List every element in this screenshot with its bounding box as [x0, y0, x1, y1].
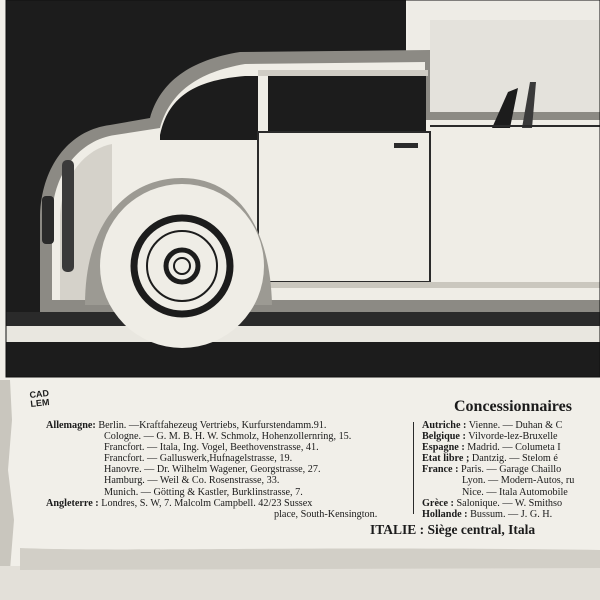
dealer-text: Paris. — Garage Chaillo — [458, 464, 562, 476]
dealer-text: Vilvorde-lez-Bruxelle — [465, 431, 558, 443]
road-shadow — [6, 342, 600, 377]
artist-signature — [29, 389, 50, 409]
dealer-entry — [422, 442, 600, 453]
dealer-text: Hamburg. — Weil & Co. Rosenstrasse, 33. — [104, 475, 280, 487]
dealer-entry — [422, 420, 600, 431]
ground-highlight — [6, 326, 600, 342]
country-label: Etat libre ; — [422, 453, 470, 465]
dealers-left-column — [46, 420, 410, 520]
column-divider — [413, 422, 414, 514]
dealer-entry — [422, 431, 600, 442]
dealer-text: Madrid. — Columeta I — [464, 442, 561, 454]
concessionnaires-panel — [22, 386, 600, 548]
dealer-entry — [46, 420, 410, 431]
bumper — [42, 196, 54, 244]
dealer-text: Francfort. — Itala, Ing. Vogel, Beethovenstrasse, 41. — [104, 442, 319, 454]
dealer-entry — [46, 498, 410, 509]
dealer-entry — [422, 475, 600, 486]
signature-line-2: LEM — [29, 397, 50, 409]
dealer-entry — [422, 498, 600, 509]
dealer-entry — [46, 431, 410, 442]
dealer-entry — [46, 487, 410, 498]
dealer-text: Munich. — Götting & Kastler, Burklinstrasse, 7. — [104, 486, 303, 498]
dealer-text: Cologne. — G. M. B. H. W. Schmolz, Hohenzollernring, 15. — [104, 431, 352, 443]
dealer-text: Salonique. — W. Smithso — [453, 497, 563, 509]
country-label: Grèce : — [422, 497, 454, 509]
dealer-text: Francfort. — Galluswerk,Hufnagelstrasse, 19. — [104, 453, 293, 465]
side-window — [268, 76, 426, 132]
dealer-entry — [422, 487, 600, 498]
paper-bottom-band — [0, 566, 600, 600]
paper-tear-left — [0, 380, 14, 570]
dealer-text: Bussum. — J. G. H. — [467, 508, 553, 520]
sill-line — [258, 282, 600, 288]
dealer-text: Berlin. —Kraftfahezeug Vertriebs, Kurfurstendamm.91. — [95, 420, 327, 431]
paper-bottom-shadow — [20, 548, 600, 570]
dealer-text: Hanovre. — Dr. Wilhelm Wagener, Georgstrasse, 27. — [104, 464, 321, 476]
country-label: Autriche : — [422, 420, 467, 431]
dealer-entry — [422, 509, 600, 520]
window-frame — [258, 70, 428, 76]
hub-center — [174, 258, 190, 274]
dealer-entry — [46, 509, 410, 520]
dealer-entry — [422, 453, 600, 464]
country-label: Belgique : — [422, 431, 466, 443]
dealer-text: Dantzig. — Stelom é — [469, 453, 558, 465]
country-label: Espagne : — [422, 442, 465, 454]
dealer-entry — [46, 464, 410, 475]
country-label: Hollande : — [422, 508, 468, 520]
concessionnaires-title: Concessionnaires — [454, 398, 572, 415]
italie-headquarters-line: ITALIE : Siège central, Itala — [370, 522, 536, 537]
dealers-right-column — [422, 420, 600, 520]
dealer-entry — [46, 453, 410, 464]
country-label: Allemagne: — [46, 420, 96, 431]
dealer-text: Londres, S. W, 7. Malcolm Campbell. 42/23 Sussex — [98, 497, 313, 509]
door-handle — [394, 143, 418, 148]
radiator-grille — [62, 160, 74, 272]
dealer-entry — [46, 475, 410, 486]
country-label: Angleterre : — [46, 497, 99, 509]
dealer-entry — [46, 442, 410, 453]
dealer-entry — [422, 464, 600, 475]
country-label: France : — [422, 464, 459, 476]
dealer-text: Lyon. — Modern-Autos, ru — [462, 475, 575, 487]
ground-strip — [6, 312, 600, 326]
dealer-text: Vienne. — Duhan & C — [466, 420, 563, 431]
dealer-text: Nice. — Itala Automobile — [462, 486, 568, 498]
signature-line-1: CAD — [29, 388, 50, 401]
dealer-text: place, South-Kensington. — [274, 508, 378, 520]
